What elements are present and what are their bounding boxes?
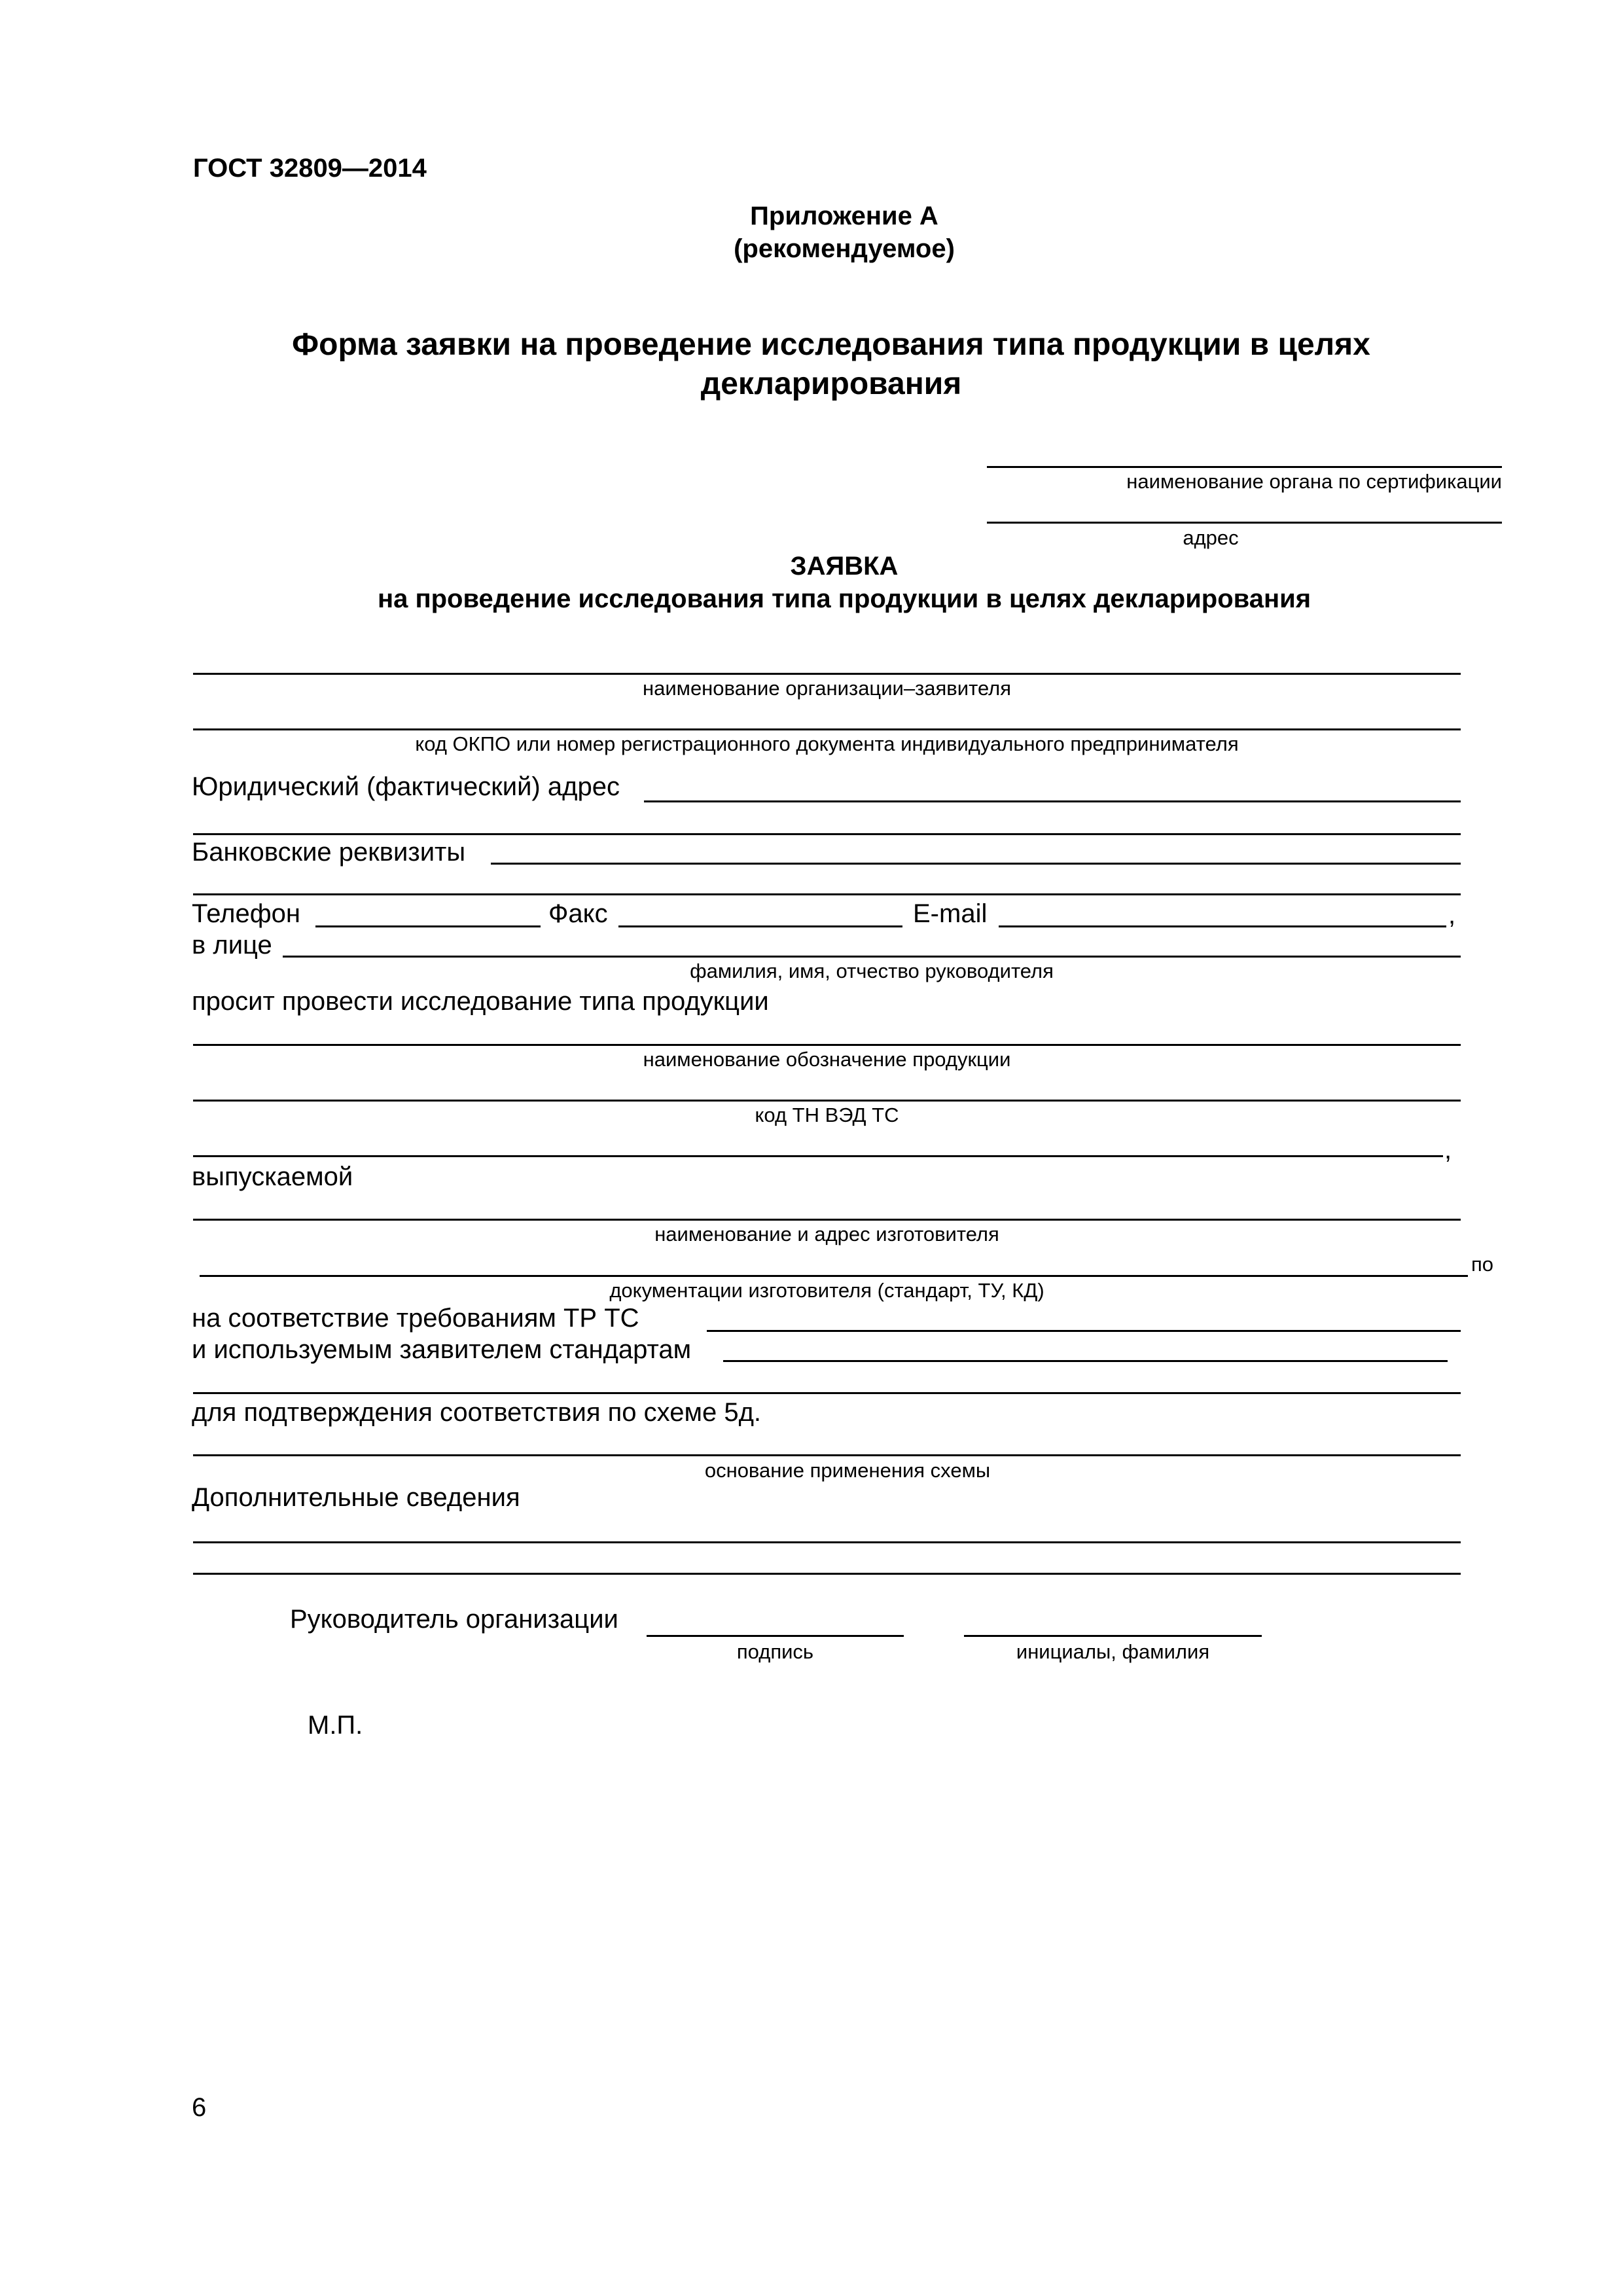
product-name-caption: наименование обозначение продукции [643,1048,1011,1071]
head-name-line[interactable] [283,956,1461,958]
manufacturer-docs-line[interactable] [200,1275,1468,1277]
tr-ts-label: на соответствие требованиям ТР ТС [192,1304,639,1333]
tr-ts-line[interactable] [707,1330,1461,1332]
initials-line[interactable] [964,1635,1262,1637]
address-caption: адрес [1183,526,1239,549]
legal-address-line[interactable] [644,800,1461,802]
tn-ved-line[interactable] [193,1100,1461,1102]
org-name-caption: наименование организации–заявителя [642,677,1012,700]
legal-address-label: Юридический (фактический) адрес [192,772,620,801]
application-title: ЗАЯВКА [790,552,899,581]
manufacturer-caption: наименование и адрес изготовителя [654,1223,999,1246]
request-text: просит провести исследование типа продукции [192,987,769,1016]
product-comma: , [1444,1136,1452,1164]
fax-label: Факс [548,899,608,928]
additional-info-label: Дополнительные сведения [192,1483,520,1512]
head-of-organization-label: Руководитель организации [290,1605,618,1634]
standards-label: и используемым заявителем стандартам [192,1335,692,1364]
signature-caption: подпись [736,1640,814,1663]
represented-by-label: в лице [192,931,272,960]
cert-body-caption: наименование органа по сертификации [1126,470,1502,493]
bank-details-label: Банковские реквизиты [192,838,466,867]
scheme-text: для подтверждения соответствия по схеме 5д. [192,1398,762,1427]
bank-details-line-2[interactable] [193,893,1461,895]
signature-line[interactable] [647,1635,904,1637]
standards-line[interactable] [723,1360,1448,1362]
legal-address-line-2[interactable] [193,833,1461,835]
produced-label: выпускаемой [192,1162,353,1191]
application-subtitle: на проведение исследования типа продукции в целях декларирования [377,584,1311,613]
fax-line[interactable] [618,925,902,927]
initials-caption: инициалы, фамилия [1016,1640,1210,1663]
okpo-caption: код ОКПО или номер регистрационного документа индивидуального предпринимателя [415,732,1239,755]
seal-label: М.П. [308,1711,363,1740]
document-id: ГОСТ 32809—2014 [193,154,427,183]
cert-body-line[interactable] [987,466,1502,468]
form-title-line2: декларирования [700,367,962,401]
scheme-basis-line[interactable] [193,1454,1461,1456]
email-comma: , [1448,901,1456,929]
product-name-line[interactable] [193,1044,1461,1046]
scheme-basis-caption: основание применения схемы [704,1459,991,1482]
address-line[interactable] [987,522,1502,524]
head-name-caption: фамилия, имя, отчество руководителя [690,960,1054,982]
okpo-line[interactable] [193,728,1461,730]
product-extra-line[interactable] [193,1155,1443,1157]
additional-info-line-1[interactable] [193,1541,1461,1543]
bank-details-line[interactable] [491,863,1461,865]
po-label: по [1471,1253,1494,1276]
manufacturer-line[interactable] [193,1219,1461,1221]
appendix-label: Приложение А [750,202,938,230]
org-name-line[interactable] [193,673,1461,675]
email-line[interactable] [999,925,1446,927]
phone-line[interactable] [315,925,541,927]
page-number: 6 [192,2093,207,2122]
appendix-status: (рекомендуемое) [734,234,955,263]
form-title-line1: Форма заявки на проведение исследования типа продукции в целях [292,327,1370,362]
email-label: E-mail [913,899,988,928]
tn-ved-caption: код ТН ВЭД ТС [755,1103,899,1126]
standards-line-2[interactable] [193,1392,1461,1394]
manufacturer-docs-caption: документации изготовителя (стандарт, ТУ, КД) [609,1279,1044,1302]
phone-label: Телефон [192,899,300,928]
additional-info-line-2[interactable] [193,1573,1461,1575]
